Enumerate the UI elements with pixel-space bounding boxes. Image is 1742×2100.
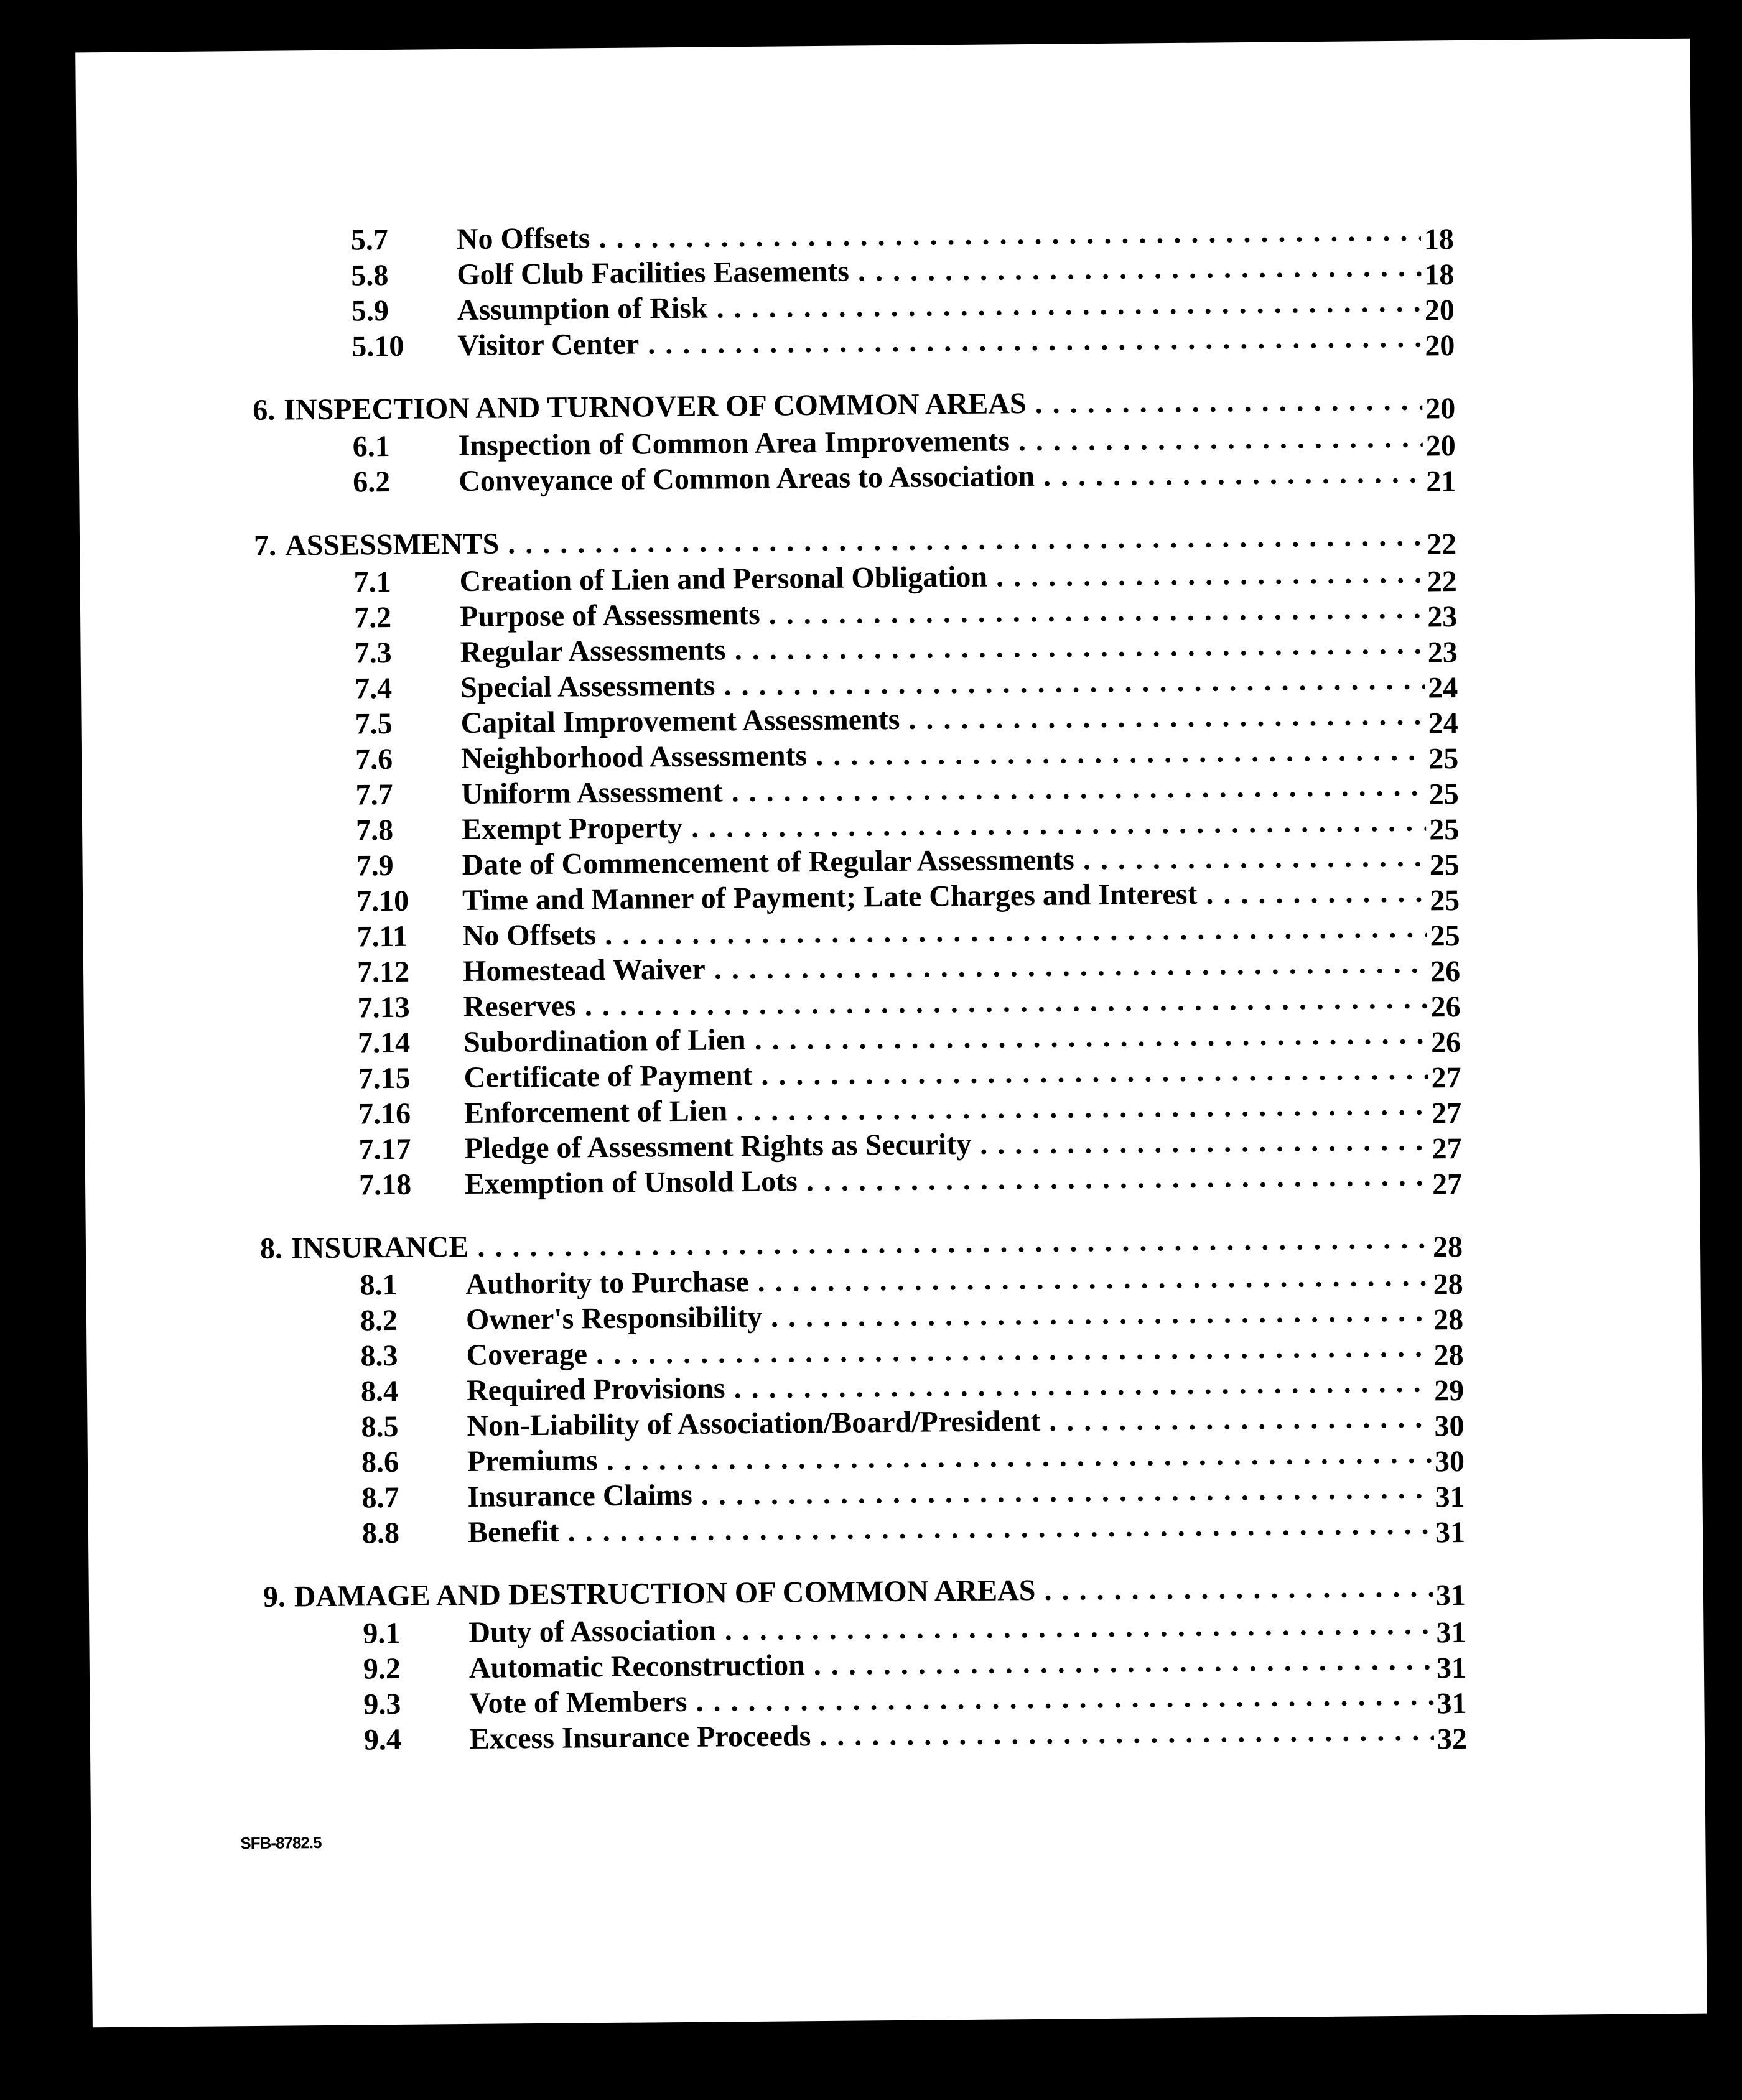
entry-page-number: 30 (1434, 1444, 1465, 1479)
section-page-number: 20 (1425, 392, 1456, 425)
entry-number: 8.8 (361, 1516, 400, 1550)
entry-number: 9.2 (363, 1652, 401, 1686)
entry-title: Non-Liability of Association/Board/President . . . (467, 1400, 1431, 1443)
entry-title: Enforcement of Lien . . . (464, 1087, 1428, 1130)
entry-title: Pledge of Assessment Rights as Security . . . (464, 1123, 1428, 1166)
entry-number: 7.2 (353, 600, 392, 634)
entry-title: Excess Insurance Proceeds . . . (470, 1713, 1434, 1756)
entry-page-number: 31 (1435, 1480, 1465, 1514)
entry-title: Reserves . . . (463, 981, 1427, 1024)
entry-title: Required Provisions . . . (467, 1365, 1431, 1408)
entry-number: 7.1 (353, 565, 391, 599)
entry-title: Date of Commencement of Regular Assessments . . . (462, 839, 1426, 882)
entry-number: 7.14 (357, 1026, 411, 1060)
entry-title: Exemption of Unsold Lots . . . (465, 1158, 1429, 1201)
entry-title: Subordination of Lien . . . (463, 1016, 1428, 1059)
entry-page-number: 31 (1435, 1515, 1466, 1549)
entry-number: 7.9 (356, 848, 394, 883)
entry-page-number: 24 (1428, 707, 1458, 740)
entry-title: Neighborhood Assessments . . . (461, 733, 1425, 776)
entry-title: Uniform Assessment . . . (461, 768, 1425, 811)
entry-title: Authority to Purchase . . . (465, 1258, 1430, 1301)
entry-page-number: 32 (1437, 1722, 1468, 1756)
section-number: 9. (263, 1580, 286, 1614)
entry-page-number: 20 (1425, 329, 1455, 363)
entry-page-number: 25 (1428, 742, 1459, 776)
section-number: 7. (253, 529, 277, 562)
entry-number: 8.3 (360, 1339, 398, 1373)
entry-page-number: 18 (1423, 223, 1455, 256)
entry-page-number: 31 (1436, 1615, 1466, 1650)
table-of-contents (77, 211, 1705, 1761)
entry-title: Inspection of Common Area Improvements . . . (458, 420, 1422, 463)
entry-page-number: 24 (1427, 671, 1458, 705)
entry-number: 7.17 (358, 1132, 411, 1166)
entry-title: No Offsets . . . (462, 910, 1427, 953)
entry-number: 9.4 (363, 1722, 402, 1757)
entry-page-number: 30 (1434, 1409, 1465, 1443)
entry-page-number: 26 (1430, 1026, 1461, 1059)
entry-page-number: 22 (1427, 565, 1457, 598)
entry-number: 7.11 (356, 919, 408, 954)
section-title: ASSESSMENTS . . . (285, 519, 1423, 563)
entry-page-number: 26 (1430, 990, 1461, 1024)
entry-title: Golf Club Facilities Easements . . . (457, 249, 1421, 292)
entry-number: 5.10 (352, 329, 404, 363)
entry-title: Exempt Property . . . (462, 804, 1426, 847)
entry-page-number: 25 (1428, 778, 1459, 811)
entry-title: Special Assessments . . . (460, 662, 1425, 705)
entry-number: 5.7 (350, 223, 389, 257)
entry-number: 8.4 (360, 1374, 399, 1408)
entry-number: 6.1 (352, 429, 390, 463)
entry-page-number: 27 (1431, 1097, 1462, 1130)
section-number: 8. (259, 1232, 283, 1265)
entry-number: 5.8 (351, 259, 389, 292)
entry-title: No Offsets . . . (457, 214, 1421, 257)
entry-number: 8.1 (360, 1268, 398, 1302)
entry-number: 7.3 (354, 636, 392, 670)
entry-title: Duty of Association . . . (468, 1607, 1433, 1650)
entry-page-number: 20 (1424, 294, 1455, 327)
entry-number: 7.4 (354, 671, 393, 705)
entry-page-number: 25 (1430, 919, 1460, 953)
section-title: DAMAGE AND DESTRUCTION OF COMMON AREAS . . . (294, 1569, 1433, 1614)
entry-number: 5.9 (351, 294, 389, 328)
section-page-number: 22 (1426, 527, 1457, 561)
entry-page-number: 28 (1433, 1267, 1463, 1301)
entry-page-number: 25 (1428, 813, 1460, 847)
entry-page-number: 31 (1437, 1686, 1467, 1721)
entry-page-number: 25 (1429, 848, 1460, 882)
entry-number: 7.13 (357, 990, 410, 1024)
entry-number: 7.7 (355, 778, 393, 812)
entry-number: 7.12 (356, 955, 410, 989)
document-code: SFB-8782.5 (240, 1833, 322, 1853)
entry-number: 8.6 (361, 1445, 399, 1479)
entry-number: 8.5 (361, 1410, 399, 1444)
entry-page-number: 23 (1427, 636, 1458, 669)
entry-page-number: 28 (1433, 1338, 1464, 1372)
entry-page-number: 21 (1426, 465, 1456, 498)
entry-number: 7.16 (358, 1097, 411, 1131)
entry-number: 7.6 (355, 742, 393, 776)
document-page (75, 39, 1707, 2028)
entry-title: Automatic Reconstruction . . . (469, 1642, 1433, 1685)
entry-title: Vote of Members . . . (469, 1678, 1433, 1721)
entry-title: Visitor Center . . . (457, 320, 1422, 363)
entry-page-number: 18 (1424, 258, 1455, 292)
entry-title: Assumption of Risk . . . (457, 285, 1422, 328)
entry-number: 9.1 (363, 1616, 401, 1650)
entry-title: Homestead Waiver . . . (463, 945, 1427, 988)
entry-page-number: 23 (1427, 600, 1458, 634)
entry-title: Insurance Claims . . . (467, 1471, 1432, 1514)
entry-title: Benefit . . . (468, 1507, 1432, 1549)
entry-number: 7.18 (358, 1168, 412, 1202)
entry-title: Time and Manner of Payment; Late Charges and Interest . . . (462, 875, 1427, 918)
entry-page-number: 29 (1433, 1373, 1465, 1408)
entry-page-number: 27 (1432, 1168, 1463, 1201)
section-page-number: 31 (1435, 1578, 1466, 1612)
entry-number: 7.15 (358, 1061, 411, 1095)
entry-number: 7.8 (355, 813, 394, 847)
entry-page-number: 20 (1425, 429, 1456, 463)
entry-page-number: 27 (1431, 1061, 1461, 1095)
entry-number: 7.5 (355, 707, 393, 741)
entry-title: Purpose of Assessments . . . (460, 592, 1424, 634)
entry-number: 8.2 (360, 1303, 398, 1337)
entry-title: Creation of Lien and Personal Obligation . . . (459, 556, 1423, 599)
entry-title: Conveyance of Common Areas to Association . . . (459, 456, 1423, 499)
entry-page-number: 27 (1432, 1132, 1462, 1166)
entry-title: Coverage . . . (466, 1329, 1430, 1372)
entry-title: Capital Improvement Assessments . . . (460, 697, 1425, 740)
entry-page-number: 28 (1433, 1303, 1464, 1337)
section-title: INSPECTION AND TURNOVER OF COMMON AREAS . . . (284, 383, 1422, 427)
entry-number: 9.3 (363, 1687, 401, 1721)
entry-title: Owner's Responsibility . . . (466, 1294, 1430, 1337)
entry-number: 7.10 (356, 884, 409, 918)
section-title: INSURANCE . . . (291, 1221, 1430, 1265)
entry-title: Premiums . . . (467, 1436, 1432, 1479)
entry-number: 6.2 (353, 465, 391, 499)
section-page-number: 28 (1432, 1230, 1463, 1264)
entry-page-number: 25 (1429, 884, 1460, 918)
section-number: 6. (252, 393, 276, 427)
entry-number: 8.7 (361, 1480, 399, 1515)
entry-title: Certificate of Payment . . . (463, 1052, 1428, 1095)
entry-page-number: 31 (1436, 1651, 1467, 1685)
entry-page-number: 26 (1430, 955, 1461, 988)
entry-title: Regular Assessments . . . (460, 626, 1424, 669)
